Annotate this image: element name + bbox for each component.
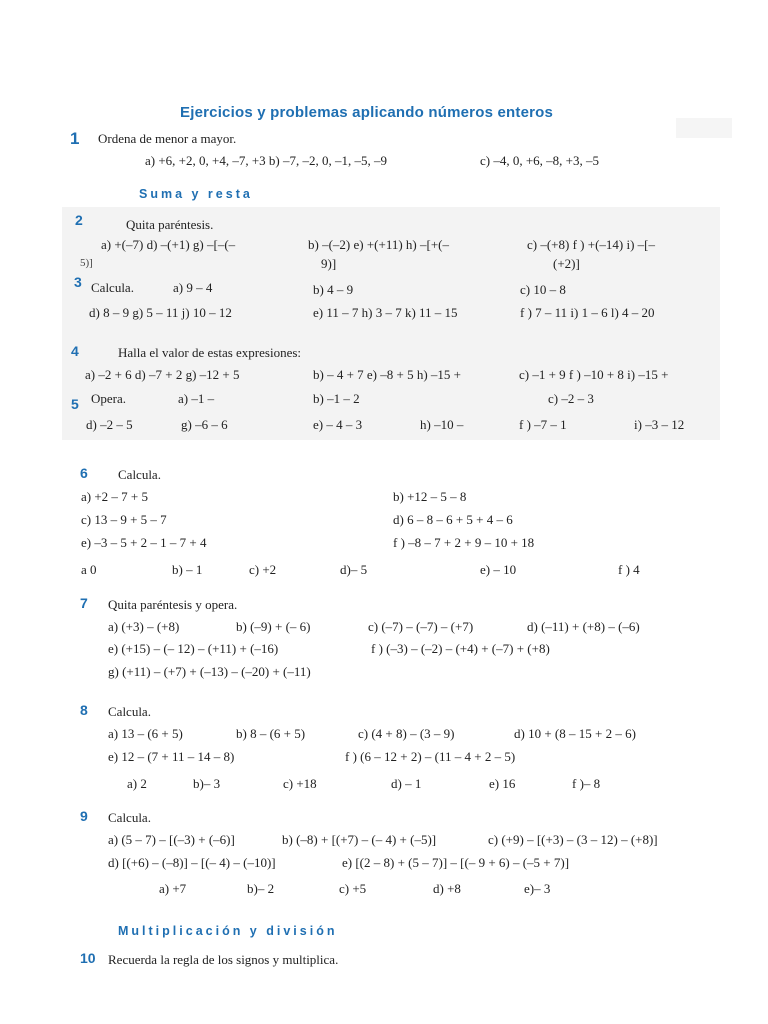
answer: a 0	[81, 562, 97, 577]
exercise-items-wrap: 5)]	[80, 257, 93, 269]
exercise-item: g) –6 – 6	[181, 417, 228, 432]
exercise-item: i) –3 – 12	[634, 417, 685, 432]
exercise-number: 1	[70, 129, 80, 148]
exercise-items-wrap: (+2)]	[553, 256, 580, 271]
exercise-item: f ) –7 – 1	[519, 417, 567, 432]
exercise-item: b) (–8) + [(+7) – (– 4) + (–5)]	[282, 832, 437, 847]
answer: e) 16	[489, 776, 516, 791]
exercise-number: 7	[80, 595, 88, 611]
exercise-items: a) +6, +2, 0, +4, –7, +3 b) –7, –2, 0, –1, –5, –9	[145, 153, 388, 168]
answer: a) 2	[127, 776, 147, 791]
exercise-prompt: Quita paréntesis.	[126, 217, 214, 232]
exercise-number: 10	[80, 950, 96, 966]
exercise-item: d) 6 – 8 – 6 + 5 + 4 – 6	[393, 512, 513, 527]
exercise-item: c) –4, 0, +6, –8, +3, –5	[480, 153, 600, 168]
exercise-prompt: Recuerda la regla de los signos y multiplica.	[108, 952, 339, 967]
exercise-items: b) –(–2) e) +(+11) h) –[+(–	[308, 237, 449, 252]
exercise-prompt: Ordena de menor a mayor.	[98, 131, 237, 146]
exercise-number: 8	[80, 702, 88, 718]
section-heading: Multiplicación y división	[118, 924, 338, 938]
exercise-items: c) –(+8) f ) +(–14) i) –[–	[527, 237, 656, 252]
answer: e)– 3	[524, 881, 551, 896]
exercise-item: f ) –8 – 7 + 2 + 9 – 10 + 18	[393, 535, 535, 550]
exercise-item: c) 10 – 8	[520, 282, 566, 297]
exercise-items: c) –1 + 9 f ) –10 + 8 i) –15 +	[519, 367, 669, 382]
exercise-item: b) 8 – (6 + 5)	[236, 726, 306, 741]
exercise-item: d) (–11) + (+8) – (–6)	[527, 619, 640, 634]
exercise-item: f ) (6 – 12 + 2) – (11 – 4 + 2 – 5)	[345, 749, 516, 764]
exercise-item: d) [(+6) – (–8)] – [(– 4) – (–10)]	[108, 855, 276, 870]
exercise-number: 4	[71, 343, 79, 359]
answer: c) +5	[339, 881, 367, 896]
section-heading: Suma y resta	[139, 187, 253, 201]
exercise-item: b) +12 – 5 – 8	[393, 489, 467, 504]
exercise-item: a) 9 – 4	[173, 280, 213, 295]
exercise-item: a) (+3) – (+8)	[108, 619, 180, 634]
exercise-item: e) –3 – 5 + 2 – 1 – 7 + 4	[81, 535, 207, 550]
exercise-item: a) +2 – 7 + 5	[81, 489, 149, 504]
answer: d) +8	[433, 881, 461, 896]
exercise-item: a) 13 – (6 + 5)	[108, 726, 183, 741]
exercise-item: e) [(2 – 8) + (5 – 7)] – [(– 9 + 6) – (–5 + 7)]	[342, 855, 570, 870]
exercise-item: e) 12 – (7 + 11 – 14 – 8)	[108, 749, 235, 764]
exercise-item: d) 10 + (8 – 15 + 2 – 6)	[514, 726, 636, 741]
exercise-items: a) –2 + 6 d) –7 + 2 g) –12 + 5	[85, 367, 240, 382]
exercise-item: c) (–7) – (–7) – (+7)	[368, 619, 474, 634]
answer: d)– 5	[340, 562, 368, 577]
exercise-prompt: Calcula.	[108, 810, 151, 825]
exercise-item: c) 13 – 9 + 5 – 7	[81, 512, 167, 527]
exercise-items: f ) 7 – 11 i) 1 – 6 l) 4 – 20	[520, 305, 655, 320]
exercise-item: b) 4 – 9	[313, 282, 354, 297]
exercise-item: c) (+9) – [(+3) – (3 – 12) – (+8)]	[488, 832, 658, 847]
answer: b)– 3	[193, 776, 221, 791]
exercise-item: c) (4 + 8) – (3 – 9)	[358, 726, 455, 741]
answer: c) +18	[283, 776, 317, 791]
exercise-item: e) – 4 – 3	[313, 417, 363, 432]
exercise-number: 9	[80, 808, 88, 824]
exercise-item: a) (5 – 7) – [(–3) + (–6)]	[108, 832, 235, 847]
exercise-prompt: Halla el valor de estas expresiones:	[118, 345, 302, 360]
exercise-items: e) 11 – 7 h) 3 – 7 k) 11 – 15	[313, 305, 458, 320]
answer: b)– 2	[247, 881, 275, 896]
exercise-number: 6	[80, 465, 88, 481]
page-title: Ejercicios y problemas aplicando números enteros	[180, 104, 554, 121]
faint-mark	[676, 118, 732, 138]
exercise-prompt: Calcula.	[91, 280, 134, 295]
exercise-item: e) (+15) – (– 12) – (+11) + (–16)	[108, 641, 279, 656]
exercise-prompt: Opera.	[91, 391, 127, 406]
exercise-number: 2	[75, 212, 83, 228]
exercise-item: d) –2 – 5	[86, 417, 133, 432]
answer: d) – 1	[391, 776, 422, 791]
exercise-prompt: Quita paréntesis y opera.	[108, 597, 238, 612]
exercise-item: c) –2 – 3	[548, 391, 594, 406]
exercise-number: 3	[74, 274, 82, 290]
answer: b) – 1	[172, 562, 203, 577]
exercise-prompt: Calcula.	[118, 467, 161, 482]
answer: c) +2	[249, 562, 277, 577]
exercise-item: a) –1 –	[178, 391, 215, 406]
exercise-item: b) (–9) + (– 6)	[236, 619, 311, 634]
exercise-item: b) –1 – 2	[313, 391, 360, 406]
answer: e) – 10	[480, 562, 517, 577]
exercise-items: b) – 4 + 7 e) –8 + 5 h) –15 +	[313, 367, 462, 382]
exercise-item: f ) (–3) – (–2) – (+4) + (–7) + (+8)	[371, 641, 550, 656]
exercise-item: h) –10 –	[420, 417, 464, 432]
exercise-items: d) 8 – 9 g) 5 – 11 j) 10 – 12	[89, 305, 232, 320]
answer: f )– 8	[572, 776, 601, 791]
exercise-number: 5	[71, 396, 79, 412]
exercise-items-wrap: 9)]	[321, 256, 337, 271]
answer: a) +7	[159, 881, 187, 896]
exercise-items: a) +(–7) d) –(+1) g) –[–(–	[101, 237, 236, 252]
exercise-item: g) (+11) – (+7) + (–13) – (–20) + (–11)	[108, 664, 311, 679]
answer: f ) 4	[618, 562, 640, 577]
exercise-prompt: Calcula.	[108, 704, 151, 719]
